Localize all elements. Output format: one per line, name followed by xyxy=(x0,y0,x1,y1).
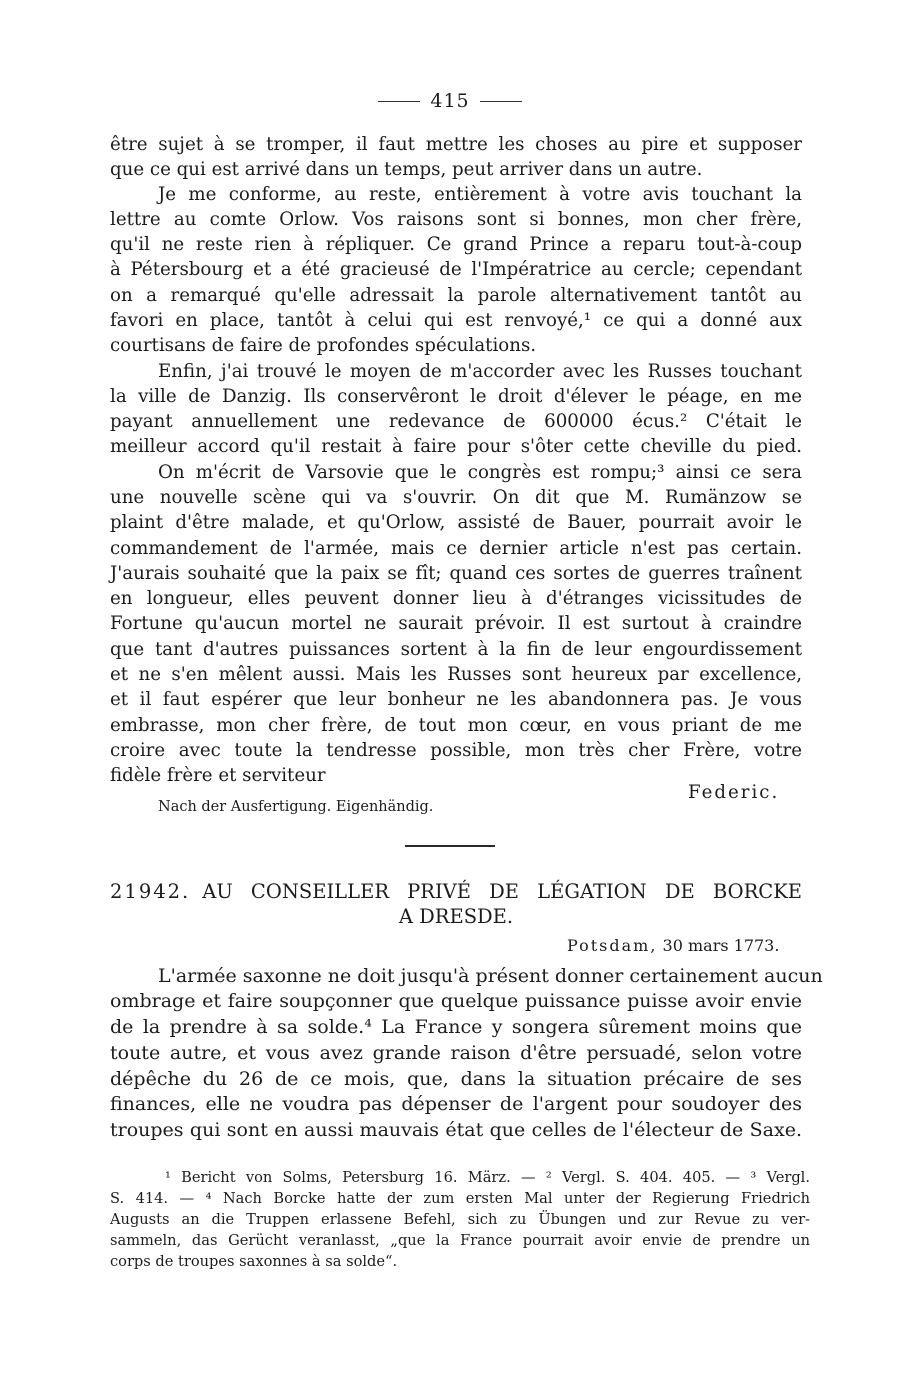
text-line: meilleur accord qu'il restait à faire pour s'ôter cette cheville du pied. xyxy=(110,436,802,457)
date: 30 mars 1773. xyxy=(662,936,780,955)
text-line: à Pétersbourg et a été gracieusé de l'Impératrice au cercle; cependant xyxy=(110,259,802,280)
text-line: favori en place, tantôt à celui qui est renvoyé,¹ ce qui a donné aux xyxy=(110,310,802,331)
footnote-line: Augusts an die Truppen erlassene Befehl, sich zu Übungen und zur Revue zu ver- xyxy=(110,1211,810,1228)
text-line: que tant d'autres puissances sortent à la fin de leur engourdissement xyxy=(110,639,802,660)
dateline xyxy=(567,934,779,958)
text-line: payant annuellement une redevance de 600000 écus.² C'était le xyxy=(110,411,802,432)
letter-recipient-place: A DRESDE. xyxy=(398,905,514,928)
source-note: Nach der Ausfertigung. Eigenhändig. xyxy=(158,799,434,815)
text-line: plaint d'être malade, et qu'Orlow, assisté de Bauer, pourrait avoir le xyxy=(110,512,802,533)
date-place: Potsdam, xyxy=(567,936,658,955)
text-line: que ce qui est arrivé dans un temps, peut arriver dans un autre. xyxy=(110,159,703,180)
text-line: commandement de l'armée, mais ce dernier article n'est pas certain. xyxy=(110,538,802,559)
text-line: fidèle frère et serviteur xyxy=(110,765,326,786)
text-line: être sujet à se tromper, il faut mettre les choses au pire et supposer xyxy=(110,134,802,155)
text-line: toute autre, et vous avez grande raison d'être persuadé, selon votre xyxy=(110,1042,802,1064)
text-line: croire avec toute la tendresse possible, mon très cher Frère, votre xyxy=(110,740,802,761)
text-line: finances, elle ne voudra pas dépenser de l'argent pour soudoyer des xyxy=(110,1093,802,1115)
text-line: L'armée saxonne ne doit jusqu'à présent donner certainement aucun xyxy=(158,965,823,987)
header-rule-right xyxy=(480,101,522,102)
text-line: troupes qui sont en aussi mauvais état que celles de l'électeur de Saxe. xyxy=(110,1119,802,1141)
text-line: embrasse, mon cher frère, de tout mon cœur, en vous priant de me xyxy=(110,715,802,736)
text-line: Enfin, j'ai trouvé le moyen de m'accorder avec les Russes touchant xyxy=(158,361,802,382)
text-line: On m'écrit de Varsovie que le congrès est rompu;³ ainsi ce sera xyxy=(158,462,802,483)
page-number: 415 xyxy=(430,90,470,112)
letter-number: 21942. xyxy=(110,880,191,903)
text-line: en longueur, elles peuvent donner lieu à d'étranges vicissitudes de xyxy=(110,588,802,609)
footnote-line: S. 414. — ⁴ Nach Borcke hatte der zum ersten Mal unter der Regierung Friedrich xyxy=(110,1190,810,1207)
text-line: une nouvelle scène qui va s'ouvrir. On dit que M. Rumänzow se xyxy=(110,487,802,508)
text-line: Je me conforme, au reste, entièrement à votre avis touchant la xyxy=(158,184,802,205)
text-line: on a remarqué qu'elle adressait la parole alternativement tantôt au xyxy=(110,285,802,306)
text-line: dépêche du 26 de ce mois, que, dans la situation précaire de ses xyxy=(110,1068,802,1090)
text-line: J'aurais souhaité que la paix se fît; quand ces sortes de guerres traînent xyxy=(110,563,802,584)
signature: Federic. xyxy=(688,782,780,803)
section-divider xyxy=(405,845,495,847)
text-line: ombrage et faire soupçonner que quelque puissance puisse avoir envie xyxy=(110,990,802,1012)
page-header xyxy=(0,88,900,114)
text-line: courtisans de faire de profondes spéculations. xyxy=(110,335,537,356)
footnote-line: sammeln, das Gerücht veranlasst, „que la France pourrait avoir envie de prendre un xyxy=(110,1232,810,1249)
letter-heading xyxy=(110,878,802,906)
footnote-line: ¹ Bericht von Solms, Petersburg 16. März. — ² Vergl. S. 404. 405. — ³ Vergl. xyxy=(165,1169,810,1186)
text-line: et ne s'en mêlent aussi. Mais les Russes sont heureux par excellence, xyxy=(110,664,802,685)
text-line: et il faut espérer que leur bonheur ne les abandonnera pas. Je vous xyxy=(110,689,802,710)
text-line: qu'il ne reste rien à répliquer. Ce grand Prince a reparu tout-à-coup xyxy=(110,234,802,255)
text-line: de la prendre à sa solde.⁴ La France y songera sûrement moins que xyxy=(110,1016,802,1038)
text-line: lettre au comte Orlow. Vos raisons sont si bonnes, mon cher frère, xyxy=(110,209,802,230)
footnote-line: corps de troupes saxonnes à sa solde“. xyxy=(110,1253,398,1270)
header-rule-left xyxy=(378,101,420,102)
text-line: la ville de Danzig. Ils conservêront le droit d'élever le péage, en me xyxy=(110,386,802,407)
letter-recipient: AU CONSEILLER PRIVÉ DE LÉGATION DE BORCKE xyxy=(202,880,802,903)
text-line: Fortune qu'aucun mortel ne saurait prévoir. Il est surtout à craindre xyxy=(110,613,802,634)
